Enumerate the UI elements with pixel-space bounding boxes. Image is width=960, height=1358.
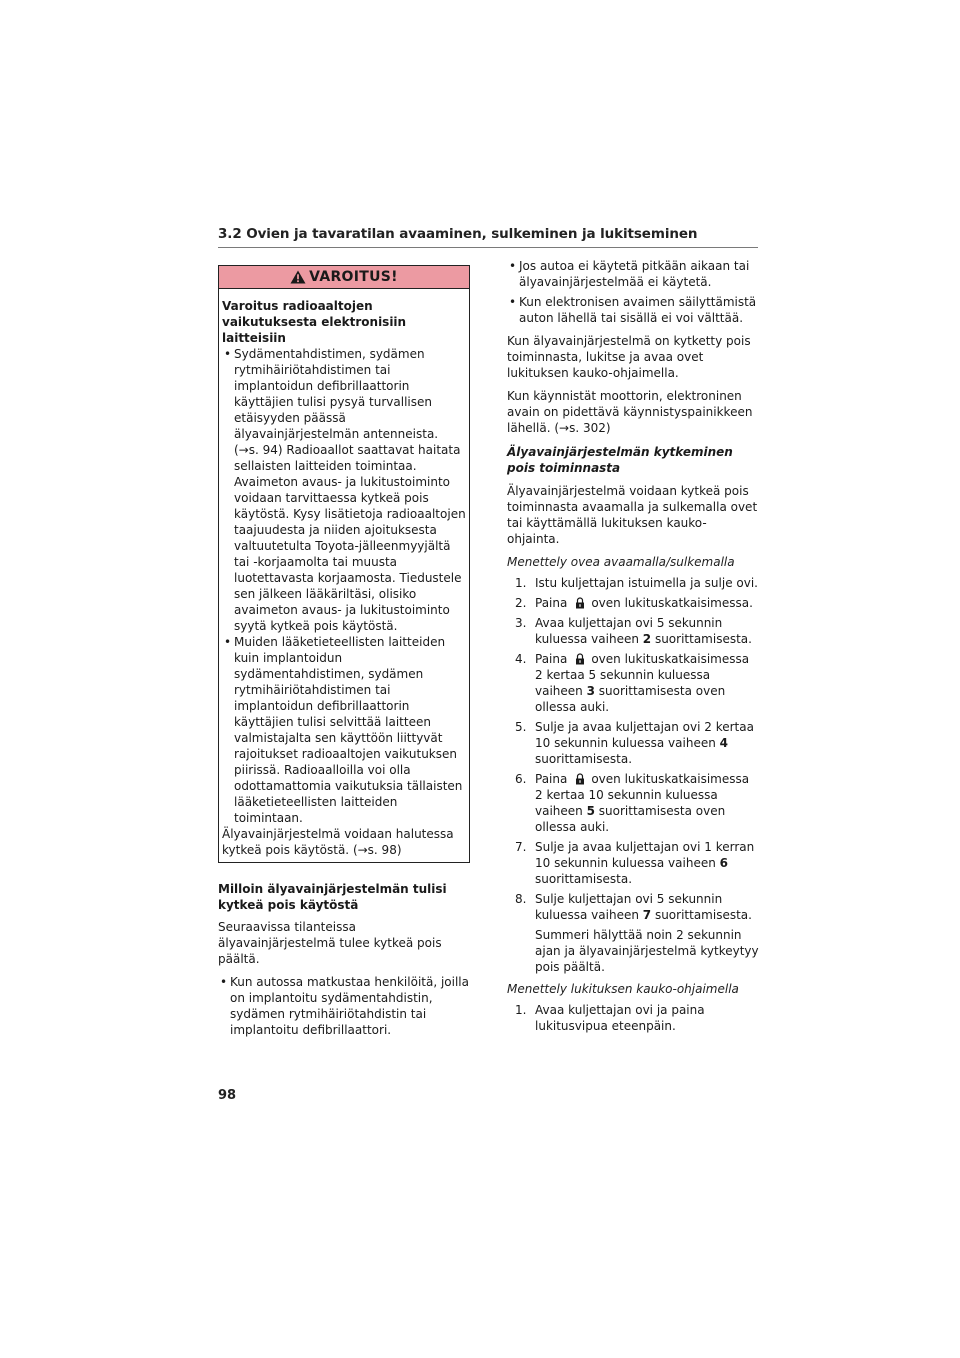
right-column (507, 258, 759, 1038)
step-item: 4. Paina oven lukituskatkaisimessa 2 kertaa 5 sekunnin kuluessa vaiheen 3 suorittamisesta oven ollessa auki. (515, 652, 750, 714)
steps-list (507, 1002, 759, 1034)
step-item: 8. Sulje kuljettajan ovi 5 sekunnin kuluessa vaiheen 7 suorittamisesta. (515, 892, 752, 922)
step-item: 3. Avaa kuljettajan ovi 5 sekunnin kuluessa vaiheen 2 suorittamisesta. (515, 616, 752, 646)
warning-bullet: • Muiden lääketieteellisten laitteiden kuin implantoidun sydämentahdistimen, sydämen rytmihäiriötahdistimen tai implantoidun defibrillaattorin käyttäjien tulisi selvittää laitteen valmistajalta sen käyttöön liittyvät rajoitukset radioaaltojen vaikutuksen piirissä. Radioaalloilla voi olla odottamattomia vaikutuksia tällaisten lääketieteellisten laitteiden toimintaan. (222, 634, 466, 826)
step-item: 2. Paina oven lukituskatkaisimessa. (515, 596, 753, 610)
warning-body (219, 289, 469, 862)
warning-title: VAROITUS! (309, 269, 398, 285)
warning-bullet: • Sydämentahdistimen, sydämen rytmihäiriötahdistimen tai implantoidun defibrillaattorin käyttäjien tulisi pysyä turvallisen etäisyyden päässä älyavainjärjestelmän antenneista. (→s. 94) Radioaallot saattavat haitata sellaisten laitteiden toimintaa. Avaimeton avaus- ja lukitustoiminto voidaan tarvittaessa kytkeä pois käytöstä. Kysy lisätietoja radioaaltojen taajuudesta ja niiden ajoituksesta valtuutetulta Toyota-jälleenmyyjältä tai -korjaamolta tai muusta luotettavasta korjaamosta. Tiedustele sen jälkeen lääkäriltäsi, olisiko avaimeton avaus- ja lukitustoiminto syytä kytkeä pois käytöstä. (222, 346, 466, 634)
list-item: • Kun autossa matkustaa henkilöitä, joilla on implantoitu sydämentahdistin, sydämen rytmihäiriötahdistin tai implantoitu defibrillaattori. (218, 974, 470, 1038)
paragraph: Kun käynnistät moottorin, elektroninen avain on pidettävä käynnistyspainikkeen lähellä. (→s. 302) (507, 389, 753, 435)
section-heading: Älyavainjärjestelmän kytkeminen pois toiminnasta (507, 445, 733, 475)
paragraph: Kun älyavainjärjestelmä on kytketty pois toiminnasta, lukitse ja avaa ovet lukituksen kauko-ohjaimella. (507, 334, 751, 380)
steps-list (507, 575, 759, 975)
method-title: Menettely lukituksen kauko-ohjaimella (507, 982, 739, 996)
step-item: 5. Sulje ja avaa kuljettajan ovi 2 kertaa 10 sekunnin kuluessa vaiheen 4 suorittamisesta. (515, 720, 754, 766)
left-column (218, 265, 470, 1042)
warning-footer: Älyavainjärjestelmä voidaan halutessa kytkeä pois käytöstä. (→s. 98) (222, 827, 454, 857)
warning-triangle-icon (290, 270, 306, 284)
method-title: Menettely ovea avaamalla/sulkemalla (507, 555, 735, 569)
section-heading: Milloin älyavainjärjestelmän tulisi kytkeä pois käytöstä (218, 882, 447, 912)
step-note: Summeri hälyttää noin 2 sekunnin ajan ja älyavainjärjestelmä kytkeytyy pois päältä. (535, 928, 759, 974)
door-lock-switch-icon (575, 773, 585, 785)
step-item: 7. Sulje ja avaa kuljettajan ovi 1 kerran 10 sekunnin kuluessa vaiheen 6 suorittamisesta. (515, 840, 755, 886)
paragraph: Älyavainjärjestelmä voidaan kytkeä pois toiminnasta avaamalla ja sulkemalla ovet tai käyttämällä lukituksen kauko-ohjainta. (507, 484, 758, 546)
door-lock-switch-icon (575, 597, 585, 609)
warning-box (218, 265, 470, 863)
step-item: 6. Paina oven lukituskatkaisimessa 2 kertaa 10 sekunnin kuluessa vaiheen 5 suorittamisesta oven ollessa auki. (515, 772, 750, 834)
warning-subtitle: Varoitus radioaaltojen vaikutuksesta elektronisiin laitteisiin (222, 299, 407, 345)
section-title: 3.2 Ovien ja tavaratilan avaaminen, sulkeminen ja lukitseminen (218, 226, 758, 248)
warning-header (219, 266, 469, 289)
list-item: • Jos autoa ei käytetä pitkään aikaan tai älyavainjärjestelmää ei käytetä. (507, 258, 759, 290)
step-item: 1. Istu kuljettajan istuimella ja sulje ovi. (515, 576, 758, 590)
step-item: 1. Avaa kuljettajan ovi ja paina lukitusvipua eteenpäin. (515, 1003, 705, 1033)
list-item: • Kun elektronisen avaimen säilyttämistä auton lähellä tai sisällä ei voi välttää. (507, 294, 759, 326)
door-lock-switch-icon (575, 653, 585, 665)
paragraph: Seuraavissa tilanteissa älyavainjärjestelmä tulee kytkeä pois päältä. (218, 920, 442, 966)
page-number: 98 (218, 1088, 237, 1103)
